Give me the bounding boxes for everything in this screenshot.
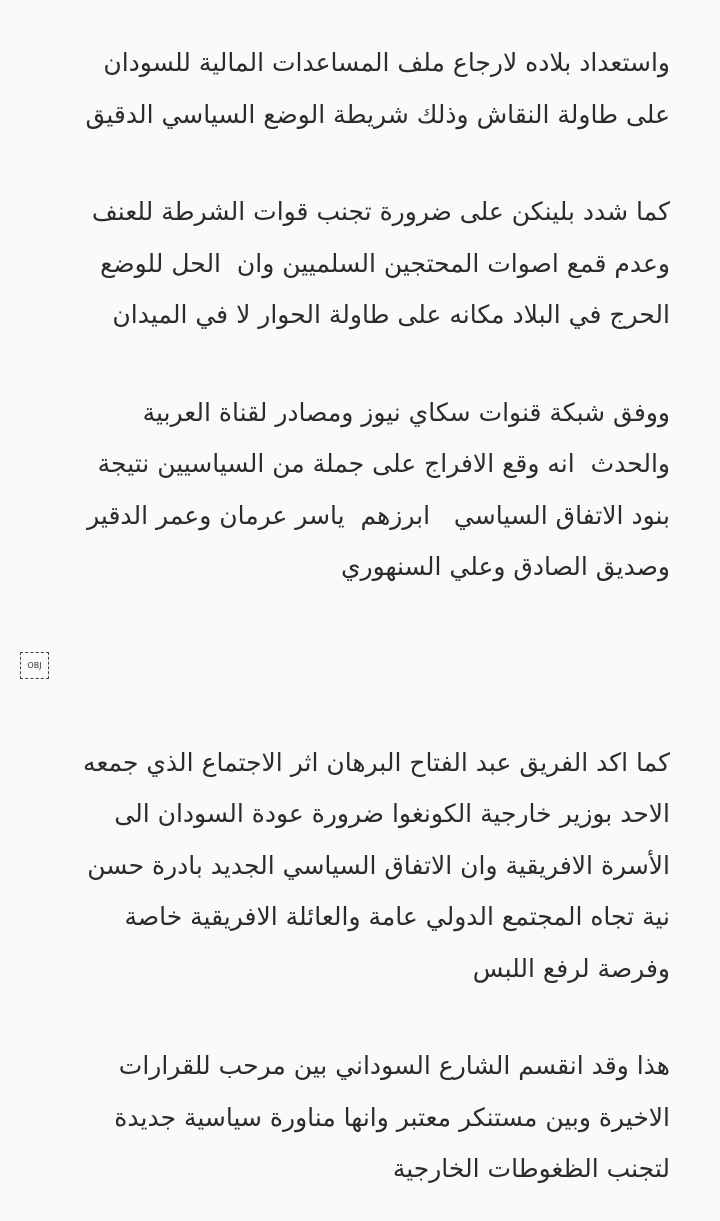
paragraph-2 [34, 186, 670, 341]
text-line: وصديق الصادق وعلي السنهوري [340, 552, 670, 581]
text-line: كما شدد بلينكن على ضرورة تجنب قوات الشرطة للعنف [91, 197, 670, 226]
text-line: نية تجاه المجتمع الدولي عامة والعائلة الافريقية خاصة [124, 902, 670, 931]
text-line: كما اكد الفريق عبد الفتاح البرهان اثر الاجتماع الذي جمعه [83, 747, 670, 777]
paragraph-gap [34, 341, 670, 387]
paragraph-gap [34, 593, 670, 639]
text-line: ووفق شبكة قنوات سكاي نيوز ومصادر لقناة العربية [142, 397, 670, 427]
text-line: واستعداد بلاده لارجاع ملف المساعدات المالية للسودان [103, 48, 670, 77]
text-line: الأسرة الافريقية وان الاتفاق السياسي الجديد بادرة حسن [87, 850, 670, 880]
text-line: لتجنب الظغوطات الخارجية [392, 1154, 670, 1183]
text-line: الاخيرة وبين مستنكر معتبر وانها مناورة سياسية جديدة [114, 1102, 670, 1132]
text-line: الحرج في البلاد مكانه على طاولة الحوار لا في الميدان [112, 300, 670, 329]
text-line: على طاولة النقاش وذلك شريطة الوضع السياسي الدقيق [85, 99, 670, 129]
object-placeholder-icon: OBJ [20, 652, 49, 679]
paragraph-gap [34, 691, 670, 737]
embedded-object-row [27, 639, 670, 691]
paragraph-gap [34, 994, 670, 1040]
article-body [27, 37, 670, 1195]
paragraph-5 [34, 1040, 670, 1195]
paragraph-3 [34, 387, 670, 593]
text-line: الاحد بوزير خارجية الكونغوا ضرورة عودة السودان الى [114, 799, 670, 828]
text-line: والحدث انه وقع الافراج على جملة من السياسيين نتيجة [97, 449, 670, 478]
text-line: وعدم قمع اصوات المحتجين السلميين وان الحل للوضع [100, 248, 670, 278]
paragraph-4 [34, 737, 670, 995]
paragraph-1 [34, 37, 670, 140]
text-line: وفرصة لرفع اللبس [472, 953, 670, 983]
text-line: هذا وقد انقسم الشارع السوداني بين مرحب للقرارات [118, 1051, 670, 1080]
text-line: بنود الاتفاق السياسي ابرزهم ياسر عرمان وعمر الدقير [87, 500, 670, 530]
paragraph-gap [34, 140, 670, 186]
